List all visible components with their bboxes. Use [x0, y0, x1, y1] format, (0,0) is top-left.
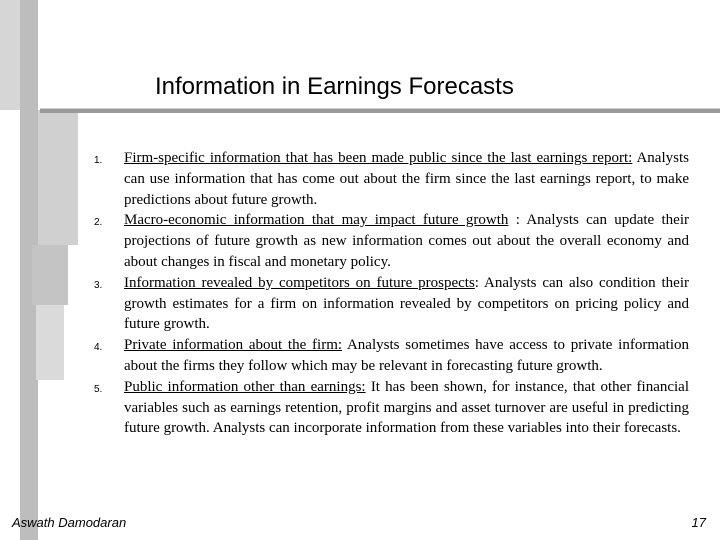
list-item — [94, 377, 690, 439]
decor-block-top — [0, 0, 20, 110]
item-lead: Private information about the firm: — [124, 337, 343, 354]
list-item — [94, 210, 689, 272]
list-item — [94, 273, 689, 335]
item-number: 4. — [94, 342, 103, 354]
item-number: 1. — [94, 155, 103, 166]
item-number: 2. — [94, 217, 103, 229]
item-number: 5. — [94, 383, 103, 395]
footer-author: Aswath Damodaran — [12, 515, 127, 530]
item-lead: Macro-economic information that may impact future growth — [124, 212, 509, 229]
item-body: Analysts can use information that has come out about the firm since the last earnings report, to make predictions about future growth. — [124, 150, 689, 208]
slide-title: Information in Earnings Forecasts — [155, 73, 514, 100]
item-body: : Analysts can also condition their growth estimates for a firm on information revealed by competitors on pricing policy and future growth. — [124, 274, 689, 333]
item-lead: Public information other than earnings: — [124, 378, 366, 395]
info-list — [94, 148, 690, 439]
item-body: : Analysts can update their projections of future growth as new information comes out about the overall economy and about changes in fiscal and monetary policy. — [124, 212, 689, 270]
decor-block-low — [32, 245, 68, 305]
list-item — [94, 148, 689, 210]
list-item — [94, 335, 689, 377]
item-lead: Firm-specific information that has been made public since the last earnings report: — [124, 150, 633, 166]
item-number: 3. — [94, 279, 103, 291]
page-number: 17 — [691, 515, 706, 530]
item-lead: Information revealed by competitors on future prospects — [124, 274, 475, 291]
item-body: Analysts sometimes have access to private information about the firms they follow which may be relevant in forecasting future growth. — [124, 337, 689, 374]
item-body: It has been shown, for instance, that other financial variables such as earnings retention, profit margins and asset turnover are useful in predicting future growth. Analysts can incorporate information from these variables into their forecasts. — [124, 378, 690, 437]
title-divider — [40, 108, 720, 113]
decor-block-bottom — [36, 305, 64, 380]
decor-block-mid — [38, 110, 78, 245]
